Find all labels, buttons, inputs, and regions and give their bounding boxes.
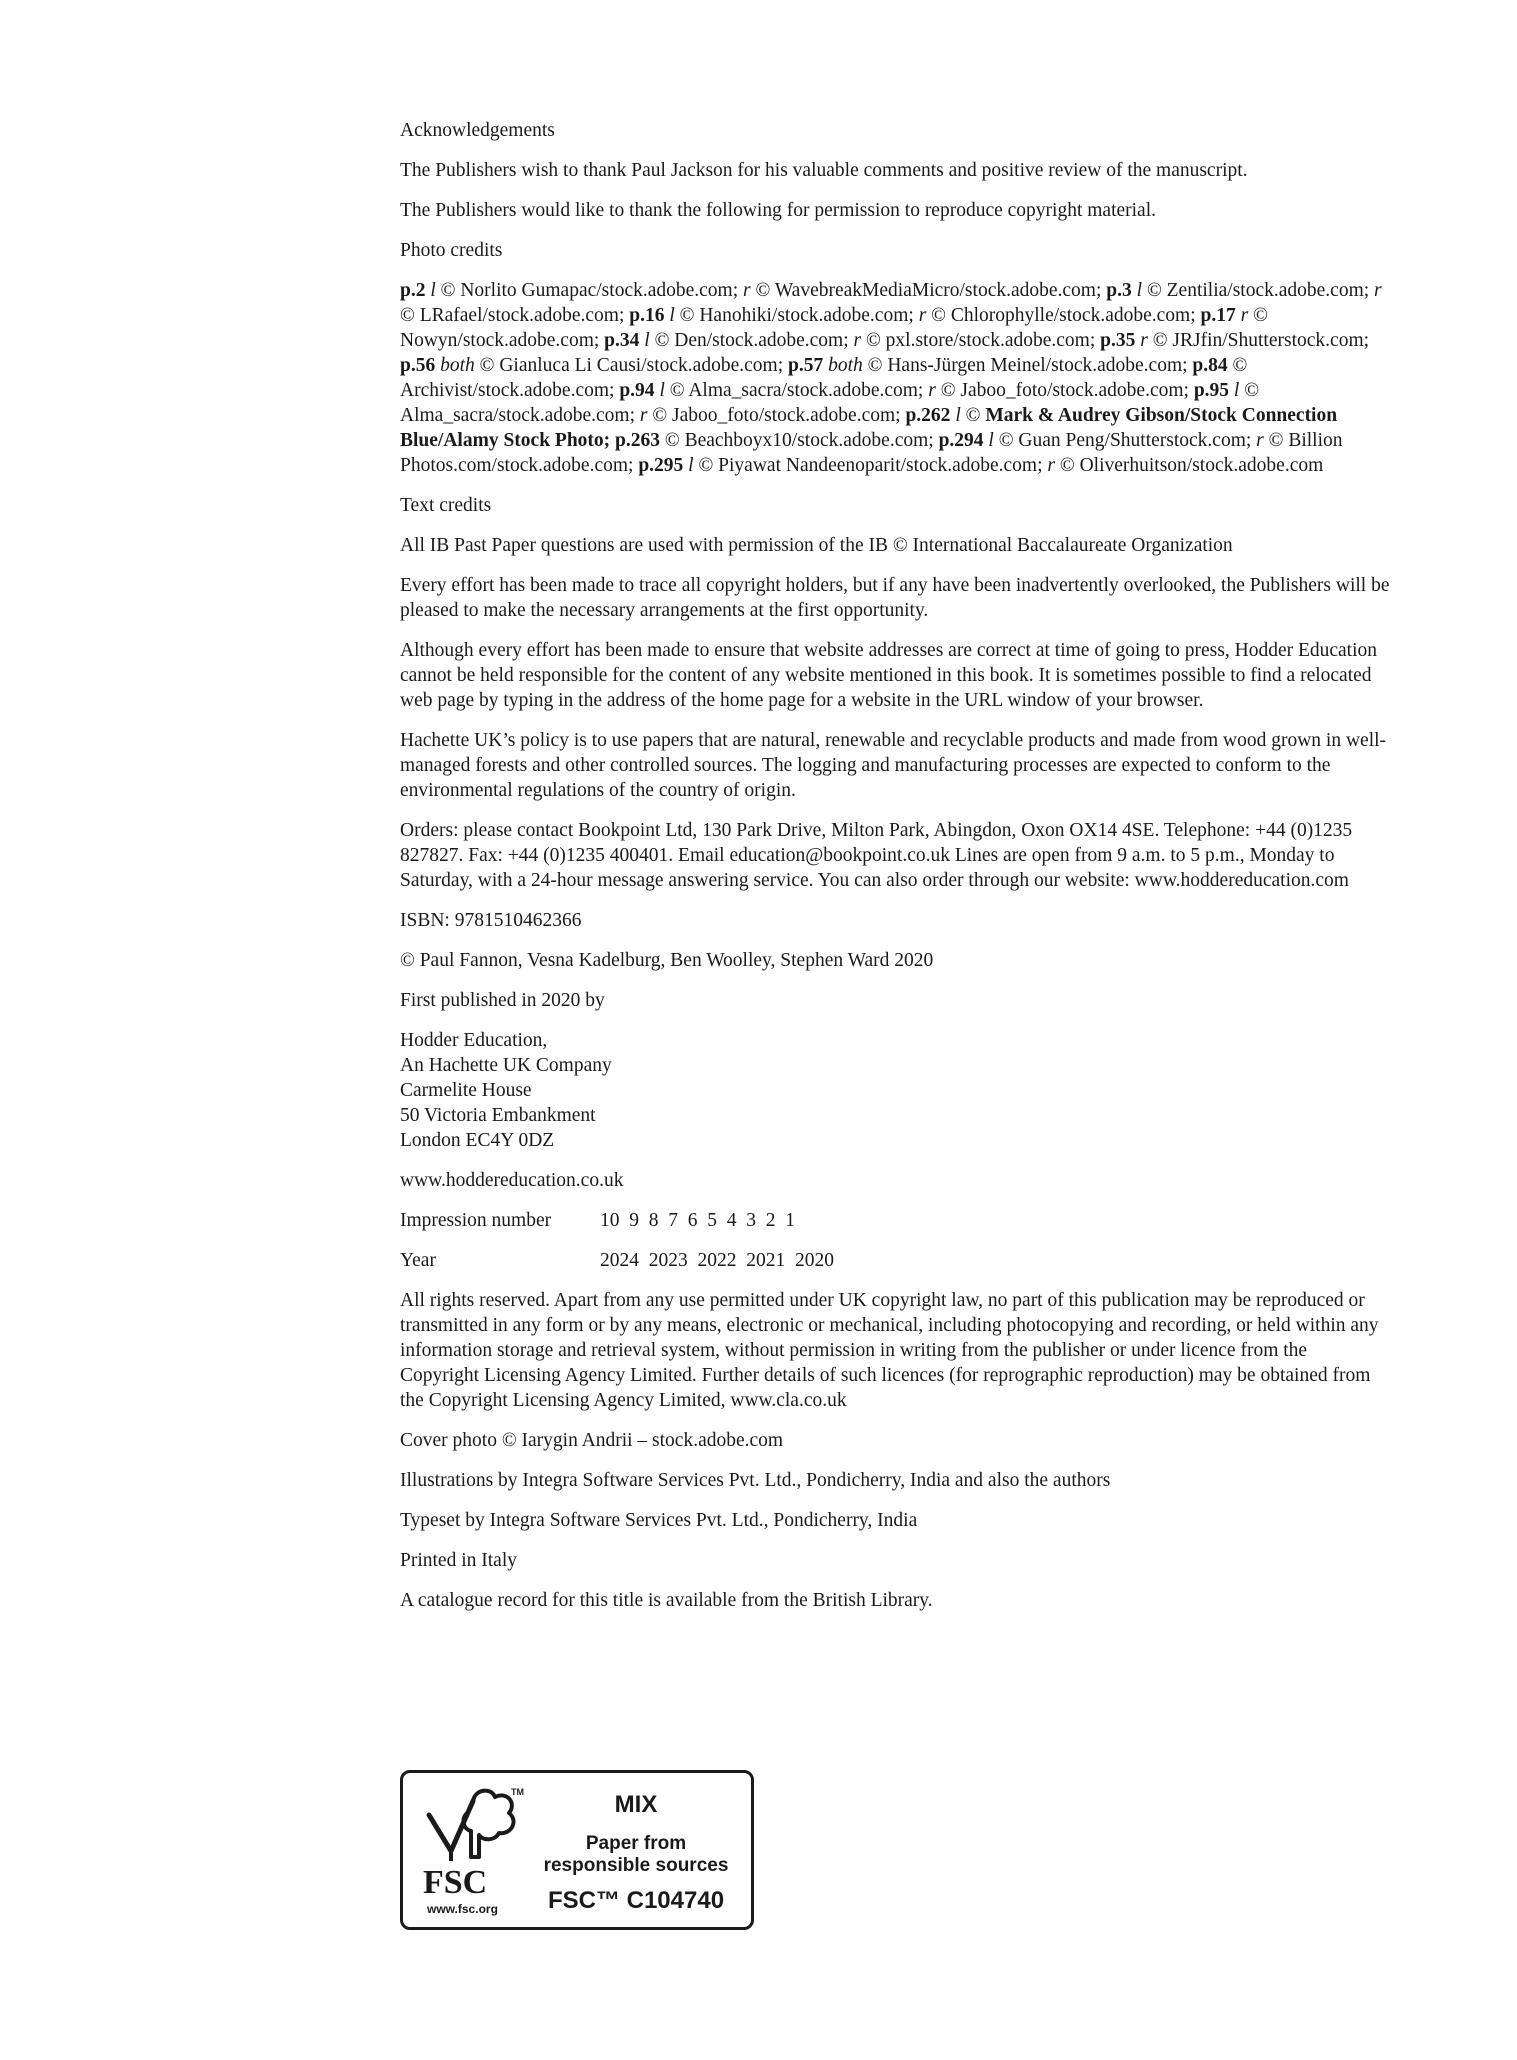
photo-credit-side: l	[955, 405, 961, 426]
acknowledgements-heading: Acknowledgements	[400, 120, 555, 141]
photo-credit-page: p.94	[619, 380, 660, 401]
photo-credit-page: p.56	[400, 355, 441, 376]
photo-credit-page: p.3	[1106, 280, 1137, 301]
photo-credit-page: p.294	[938, 430, 989, 451]
copyright-page	[400, 118, 1390, 1628]
fsc-code: FSC™ C104740	[547, 1887, 725, 1914]
photo-credit-source: © pxl.store/stock.adobe.com;	[861, 330, 1101, 351]
photo-credit-side: both	[440, 355, 475, 376]
photo-credit-side: l	[644, 330, 650, 351]
photo-credit-source: © Billion Photos.com/stock.adobe.com;	[400, 430, 1343, 476]
fsc-tree-check-icon	[415, 1781, 525, 1921]
photo-credit-source: © Guan Peng/Shutterstock.com;	[993, 430, 1257, 451]
photo-credit-source: © Nowyn/stock.adobe.com;	[400, 305, 1268, 351]
photo-credit-source: © Gianluca Li Causi/stock.adobe.com;	[474, 355, 788, 376]
photo-credit-page: p.84	[1192, 355, 1228, 376]
fsc-mix: MIX	[614, 1791, 658, 1818]
address-line: London EC4Y 0DZ	[400, 1130, 555, 1151]
photo-credit-side: r	[1256, 430, 1264, 451]
photo-credit-source: © Chlorophylle/stock.adobe.com;	[926, 305, 1201, 326]
fsc-label	[400, 1770, 754, 1930]
photo-credit-page: p.35	[1100, 330, 1141, 351]
acknowledgements-permission: The Publishers would like to thank the following for permission to reproduce copyright material.	[400, 200, 1157, 221]
photo-credit-source: © Jaboo_foto/stock.adobe.com;	[647, 405, 906, 426]
photo-credit-side: r	[639, 405, 648, 426]
photo-credits-heading: Photo credits	[400, 240, 503, 261]
catalogue-record: A catalogue record for this title is available from the British Library.	[400, 1590, 933, 1611]
cover-photo-credit: Cover photo © Iarygin Andrii – stock.adobe.com	[400, 1430, 784, 1451]
fsc-text-block	[531, 1785, 741, 1915]
photo-credit-side: r	[853, 330, 862, 351]
photo-credit-page: p.295	[638, 455, 689, 476]
fsc-logo-text: FSC	[423, 1864, 488, 1901]
photo-credit-side: l	[1136, 280, 1143, 301]
ib-permission-text: All IB Past Paper questions are used with permission of the IB © International Baccalaureate Organization	[400, 535, 1233, 556]
year-label: Year	[400, 1250, 436, 1271]
photo-credit-side: l	[430, 280, 436, 301]
year-values: 2024 2023 2022 2021 2020	[600, 1250, 834, 1271]
copyright-notice: © Paul Fannon, Vesna Kadelburg, Ben Woolley, Stephen Ward 2020	[400, 950, 934, 971]
impression-values: 10 9 8 7 6 5 4 3 2 1	[600, 1210, 795, 1231]
photo-credit-page: p.17	[1200, 305, 1241, 326]
photo-credit-side: r	[1140, 330, 1148, 351]
photo-credit-source: © LRafael/stock.adobe.com;	[400, 305, 630, 326]
printed-in: Printed in Italy	[400, 1550, 517, 1571]
photo-credit-page: p.34	[604, 330, 645, 351]
photo-credit-side: r	[743, 280, 751, 301]
orders-text: Orders: please contact Bookpoint Ltd, 130 Park Drive, Milton Park, Abingdon, Oxon OX14 4SE. Telephone: +44 (0)1235 827827. Fax: +44 (0)1235 400401. Email education@bookpoint.co.uk Lines are open from 9 a.m. to 5 p.m., Monday to Saturday, with a 24-hour message answering service. You can also order through our website: www.hoddereducation.com	[400, 820, 1353, 891]
year-row	[400, 1248, 1390, 1273]
photo-credit-source: © Piyawat Nandeenoparit/stock.adobe.com;	[693, 455, 1048, 476]
photo-credit-source: © Jaboo_foto/stock.adobe.com;	[935, 380, 1194, 401]
photo-credit-source: © Hanohiki/stock.adobe.com;	[674, 305, 919, 326]
paper-policy-text: Hachette UK’s policy is to use papers that are natural, renewable and recyclable products and made from wood grown in well-managed forests and other controlled sources. The logging and manufacturing processes are expected to conform to the environmental regulations of the country of origin.	[400, 730, 1387, 801]
photo-credit-side: l	[988, 430, 994, 451]
address-line: 50 Victoria Embankment	[400, 1105, 596, 1126]
fsc-url: www.fsc.org	[427, 1902, 498, 1916]
rights-text: All rights reserved. Apart from any use permitted under UK copyright law, no part of this publication may be reproduced or transmitted in any form or by any means, electronic or mechanical, including photocopying and recording, or held within any information storage and retrieval system, without permission in writing from the publisher or under licence from the Copyright Licensing Agency Limited. Further details of such licences (for reprographic reproduction) may be obtained from the Copyright Licensing Agency Limited, www.cla.co.uk	[400, 1290, 1379, 1411]
photo-credit-side: r	[928, 380, 936, 401]
photo-credit-page: p.95	[1193, 380, 1234, 401]
photo-credit-source: © Hans-Jürgen Meinel/stock.adobe.com;	[862, 355, 1193, 376]
photo-credit-page: p.57	[787, 355, 829, 376]
typeset-credit: Typeset by Integra Software Services Pvt. Ltd., Pondicherry, India	[400, 1510, 918, 1531]
photo-credit-side: l	[669, 305, 675, 326]
photo-credit-side: r	[1240, 305, 1249, 326]
website-disclaimer-text: Although every effort has been made to ensure that website addresses are correct at time of going to press, Hodder Education cannot be held responsible for the content of any website mentioned in this book. It is sometimes possible to find a relocated web page by typing in the address of the home page for a website in the URL window of your browser.	[400, 640, 1378, 711]
photo-credit-page: Mark & Audrey Gibson/Stock Connection Blue/Alamy Stock Photo; p.263	[400, 405, 1338, 451]
address-line: Carmelite House	[400, 1080, 532, 1101]
isbn: ISBN: 9781510462366	[400, 910, 582, 931]
address-line: Hodder Education,	[400, 1030, 548, 1051]
illustrations-credit: Illustrations by Integra Software Services Pvt. Ltd., Pondicherry, India and also the authors	[400, 1470, 1111, 1491]
photo-credit-side: both	[828, 355, 863, 376]
photo-credit-source: © Alma_sacra/stock.adobe.com;	[664, 380, 929, 401]
photo-credit-source: © Zentilia/stock.adobe.com;	[1142, 280, 1375, 301]
photo-credit-source: ©	[960, 405, 986, 426]
photo-credit-side: r	[1374, 280, 1382, 301]
fsc-tm: TM	[511, 1787, 524, 1797]
fsc-paper-line: Paper from	[585, 1833, 687, 1854]
photo-credit-source: © Norlito Gumapac/stock.adobe.com;	[435, 280, 744, 301]
photo-credit-side: l	[1233, 380, 1240, 401]
photo-credit-page: p.262	[905, 405, 956, 426]
photo-credit-source: © Alma_sacra/stock.adobe.com;	[400, 380, 1260, 426]
photo-credit-page: p.16	[629, 305, 670, 326]
photo-credits-text	[400, 278, 1390, 478]
fsc-paper-line: responsible sources	[543, 1855, 729, 1876]
photo-credit-source: © Den/stock.adobe.com;	[649, 330, 854, 351]
text-credits-heading: Text credits	[400, 495, 492, 516]
impression-row	[400, 1208, 1390, 1233]
photo-credit-source: © WavebreakMediaMicro/stock.adobe.com;	[750, 280, 1107, 301]
publisher-website: www.hoddereducation.co.uk	[400, 1170, 624, 1191]
photo-credit-source: © JRJfin/Shutterstock.com;	[1147, 330, 1370, 351]
photo-credit-page: p.2	[400, 280, 431, 301]
photo-credit-side: l	[659, 380, 665, 401]
address-line: An Hachette UK Company	[400, 1055, 612, 1076]
photo-credit-source: © Archivist/stock.adobe.com;	[400, 355, 1248, 401]
copyright-effort-text: Every effort has been made to trace all copyright holders, but if any have been inadvertently overlooked, the Publishers will be pleased to make the necessary arrangements at the first opportunity.	[400, 575, 1390, 621]
photo-credit-source: © Beachboyx10/stock.adobe.com;	[660, 430, 939, 451]
photo-credit-side: r	[918, 305, 927, 326]
photo-credit-side: r	[1047, 455, 1055, 476]
photo-credit-source: © Oliverhuitson/stock.adobe.com	[1055, 455, 1324, 476]
impression-label: Impression number	[400, 1210, 552, 1231]
first-published: First published in 2020 by	[400, 990, 605, 1011]
photo-credit-side: l	[688, 455, 694, 476]
publisher-address	[400, 1028, 1390, 1153]
acknowledgements-thanks: The Publishers wish to thank Paul Jackson for his valuable comments and positive review of the manuscript.	[400, 160, 1248, 181]
